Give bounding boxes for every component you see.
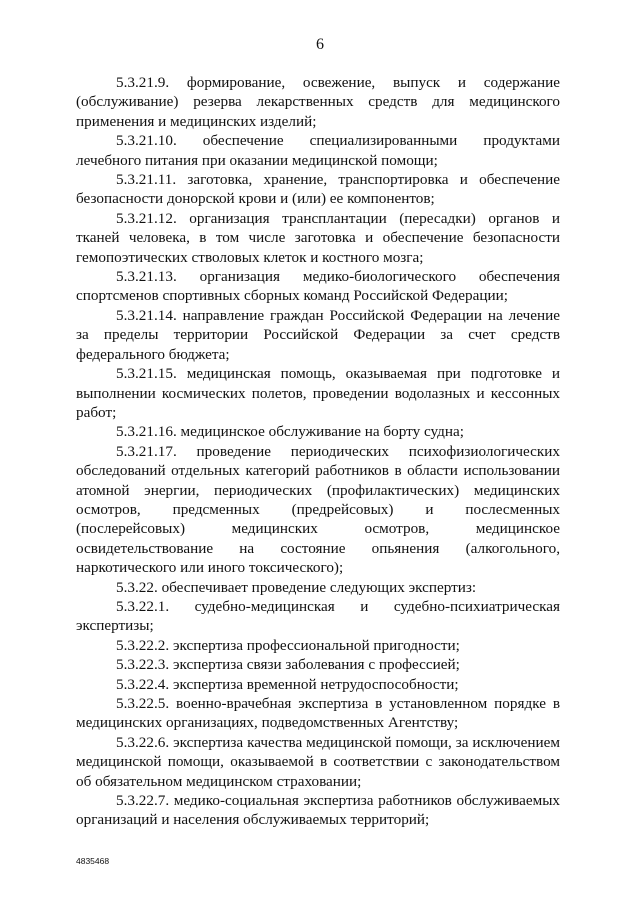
paragraph-5-3-21-13: 5.3.21.13. организация медико-биологического обеспечения спортсменов спортивных сборных команд Российской Федерации;	[76, 268, 560, 305]
paragraph-5-3-22-3: 5.3.22.3. экспертиза связи заболевания с профессией;	[116, 656, 460, 674]
paragraph-5-3-22-5: 5.3.22.5. военно-врачебная экспертиза в установленном порядке в медицинских организациях, подведомственных Агентству;	[76, 695, 560, 732]
paragraph-5-3-22-2: 5.3.22.2. экспертиза профессиональной пригодности;	[116, 636, 460, 654]
paragraph-5-3-22-7: 5.3.22.7. медико-социальная экспертиза работников обслуживаемых организаций и населения обслуживаемых территорий;	[76, 792, 560, 829]
paragraph-5-3-22-6: 5.3.22.6. экспертиза качества медицинской помощи, за исключением медицинской помощи, оказываемой в соответствии с законодательством об обязательном медицинском страховании;	[76, 733, 560, 790]
paragraph-5-3-22-4: 5.3.22.4. экспертиза временной нетрудоспособности;	[116, 675, 459, 693]
document-body	[76, 73, 560, 830]
paragraph-5-3-22-1: 5.3.22.1. судебно-медицинская и судебно-психиатрическая экспертизы;	[76, 597, 560, 635]
paragraph-5-3-21-11: 5.3.21.11. заготовка, хранение, транспортировка и обеспечение безопасности донорской крови и (или) ее компонентов;	[76, 171, 560, 208]
paragraph-5-3-21-10: 5.3.21.10. обеспечение специализированными продуктами лечебного питания при оказании медицинской помощи;	[76, 132, 560, 169]
paragraph-5-3-21-9: 5.3.21.9. формирование, освежение, выпуск и содержание (обслуживание) резерва лекарственных средств для медицинского применения и медицинских изделий;	[76, 74, 560, 130]
paragraph-5-3-22: 5.3.22. обеспечивает проведение следующих экспертиз:	[116, 578, 477, 596]
paragraph-5-3-21-16: 5.3.21.16. медицинское обслуживание на борту судна;	[116, 423, 464, 441]
paragraph-5-3-21-15: 5.3.21.15. медицинская помощь, оказываемая при подготовке и выполнении космических полетов, проведении водолазных и кессонных работ;	[76, 365, 560, 421]
paragraph-5-3-21-14: 5.3.21.14. направление граждан Российской Федерации на лечение за пределы территории Российской Федерации за счет средств федерального бюджета;	[76, 306, 560, 363]
paragraph-5-3-21-17: 5.3.21.17. проведение периодических психофизиологических обследований отдельных категорий работников в области использовании атомной энергии, периодических (профилактических) медицинских осмотров, предсменных (предрейсовых) и послесменных (послерейсовых) медицинских осмотров, медицинское освидетельствование на состояние опьянения (алкогольного, наркотического или иного токсического);	[76, 442, 560, 577]
page-number: 6	[316, 36, 324, 53]
paragraph-5-3-21-12: 5.3.21.12. организация трансплантации (пересадки) органов и тканей человека, в том числе заготовка и обеспечение безопасности гемопоэтических стволовых клеток и костного мозга;	[76, 209, 560, 266]
document-code: 4835468	[76, 856, 110, 866]
